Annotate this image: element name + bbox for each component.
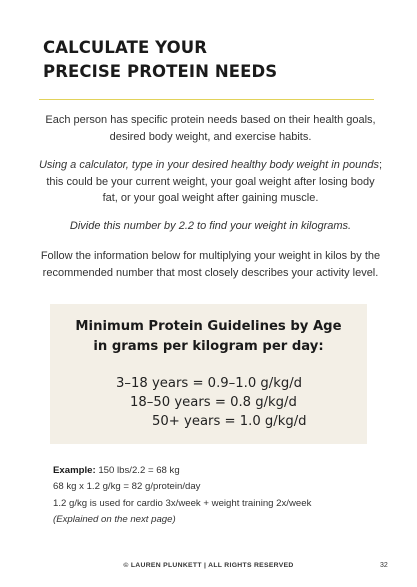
page-number: 32 (380, 562, 388, 569)
protein-guidelines-box (50, 304, 367, 444)
guidelines-heading (50, 317, 367, 357)
page-title-line-2: PRECISE PROTEIN NEEDS (43, 62, 278, 81)
guideline-row-3-18: 3–18 years = 0.9–1.0 g/kg/d (116, 376, 303, 391)
guidelines-heading-line-2: in grams per kilogram per day: (93, 339, 324, 354)
copyright-footer: © LAUREN PLUNKETT | ALL RIGHTS RESERVED (123, 562, 294, 569)
intro-paragraph: Each person has specific protein needs based on their health goals, desired body weight, and exercise habits. (45, 114, 376, 143)
guideline-row-18-50: 18–50 years = 0.8 g/kg/d (130, 395, 297, 410)
example-line-4: (Explained on the next page) (53, 513, 176, 525)
calculator-rest-text: ; this could be your current weight, your goal weight after losing body fat, or your goal weight after gaining muscle. (46, 159, 383, 204)
example-block (53, 463, 393, 528)
calculator-paragraph (38, 157, 383, 207)
example-line-1-text: 150 lbs/2.2 = 68 kg (95, 465, 180, 476)
follow-note: Follow the information below for multiplying your weight in kilos by the recommended number that most closely describes your activity level. (40, 250, 381, 279)
example-line-1 (53, 463, 393, 479)
example-line-3: 1.2 g/kg is used for cardio 3x/week + weight training 2x/week (53, 497, 312, 509)
guideline-row-50-plus: 50+ years = 1.0 g/kg/d (152, 414, 307, 429)
example-label: Example: (53, 465, 96, 476)
page-title-line-1: CALCULATE YOUR (43, 38, 208, 57)
page-title (43, 36, 277, 84)
title-divider (39, 99, 374, 100)
divide-note: Divide this number by 2.2 to find your weight in kilograms. (69, 220, 352, 232)
guidelines-heading-line-1: Minimum Protein Guidelines by Age (75, 319, 342, 334)
calculator-italic-text: Using a calculator, type in your desired healthy body weight in pounds (38, 159, 379, 171)
example-line-2: 68 kg x 1.2 g/kg = 82 g/protein/day (53, 481, 201, 493)
